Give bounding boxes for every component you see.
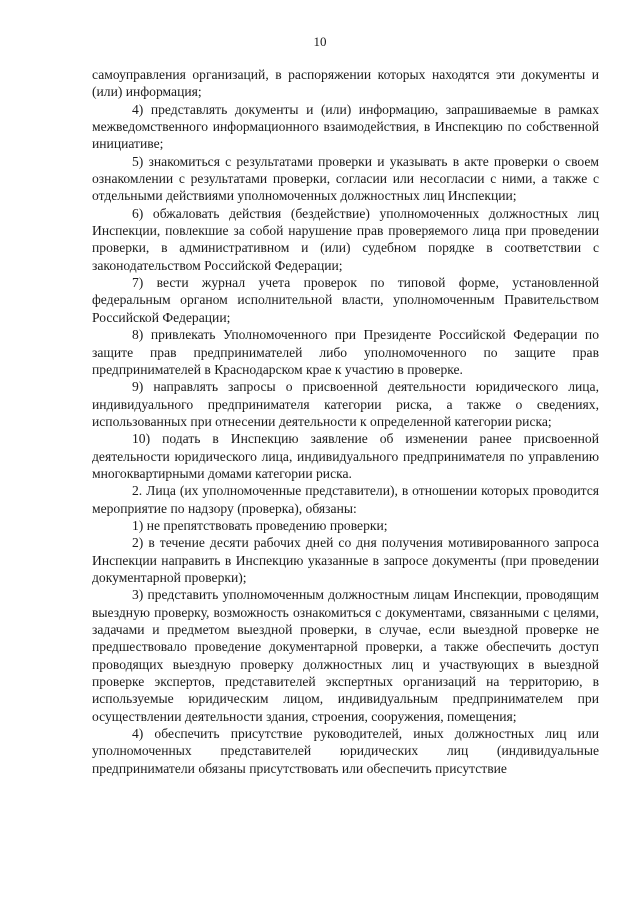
paragraph-item-10: 10) подать в Инспекцию заявление об изменении ранее присвоенной деятельности юридического лица, индивидуального предпринимателя по управлению многоквартирными домами категории риска. (92, 431, 599, 481)
paragraph-item-5: 5) знакомиться с результатами проверки и указывать в акте проверки о своем ознакомлении с результатами проверки, согласии или несогласии с ними, а также с отдельными действиями уполномоченных должностных лиц Инспекции; (92, 153, 599, 204)
paragraph-item-6: 6) обжаловать действия (бездействие) уполномоченных должностных лиц Инспекции, повлекшие за собой нарушение прав проверяемого лица при проведении проверки, в административном и (или) судебном порядке в соответствии с законодательством Российской Федерации; (92, 205, 599, 273)
paragraph-item-4: 4) представлять документы и (или) информацию, запрашиваемые в рамках межведомственного информационного взаимодействия, в Инспекцию по собственной инициативе; (92, 101, 599, 152)
page-number: 10 (313, 34, 327, 49)
paragraph-duty-4: 4) обеспечить присутствие руководителей, иных должностных лиц или уполномоченных представителей юридических лиц (индивидуальные предприниматели обязаны присутствовать или обеспечить присутствие (92, 726, 599, 776)
document-body (92, 66, 599, 777)
paragraph-duty-3: 3) представить уполномоченным должностным лицам Инспекции, проводящим выездную проверку, возможность ознакомиться с документами, связанными с целями, задачами и предметом выездной проверки, в случае, если выездной проверке не предшествовало проведение документарной проверки, а также обеспечить доступ проводящих выездную проверку должностных лиц и участвующих в выездной проверке экспертов, представителей экспертных организаций на территорию, в используемые юридическим лицом, индивидуальным предпринимателем при осуществлении деятельности здания, строения, сооружения, помещения; (92, 587, 599, 724)
paragraph-duty-2: 2) в течение десяти рабочих дней со дня получения мотивированного запроса Инспекции направить в Инспекцию указанные в запросе документы (при проведении документарной проверки); (92, 535, 599, 585)
paragraph-item-8: 8) привлекать Уполномоченного при Президенте Российской Федерации по защите прав предпринимателей либо уполномоченного по защите прав предпринимателей в Краснодарском крае к участию в проверке. (92, 327, 599, 377)
paragraph-item-9: 9) направлять запросы о присвоенной деятельности юридического лица, индивидуального предпринимателя категории риска, а также о сведениях, использованных при отнесении деятельности к определенной категории риска; (92, 379, 599, 429)
paragraph-continuation: самоуправления организаций, в распоряжении которых находятся эти документы и (или) информация; (92, 67, 599, 100)
paragraph-item-7: 7) вести журнал учета проверок по типовой форме, установленной федеральным органом исполнительной власти, уполномоченным Правительством Российской Федерации; (92, 275, 599, 325)
paragraph-section-2: 2. Лица (их уполномоченные представители), в отношении которых проводится мероприятие по надзору (проверка), обязаны: (92, 483, 599, 516)
paragraph-duty-1: 1) не препятствовать проведению проверки; (132, 517, 388, 533)
